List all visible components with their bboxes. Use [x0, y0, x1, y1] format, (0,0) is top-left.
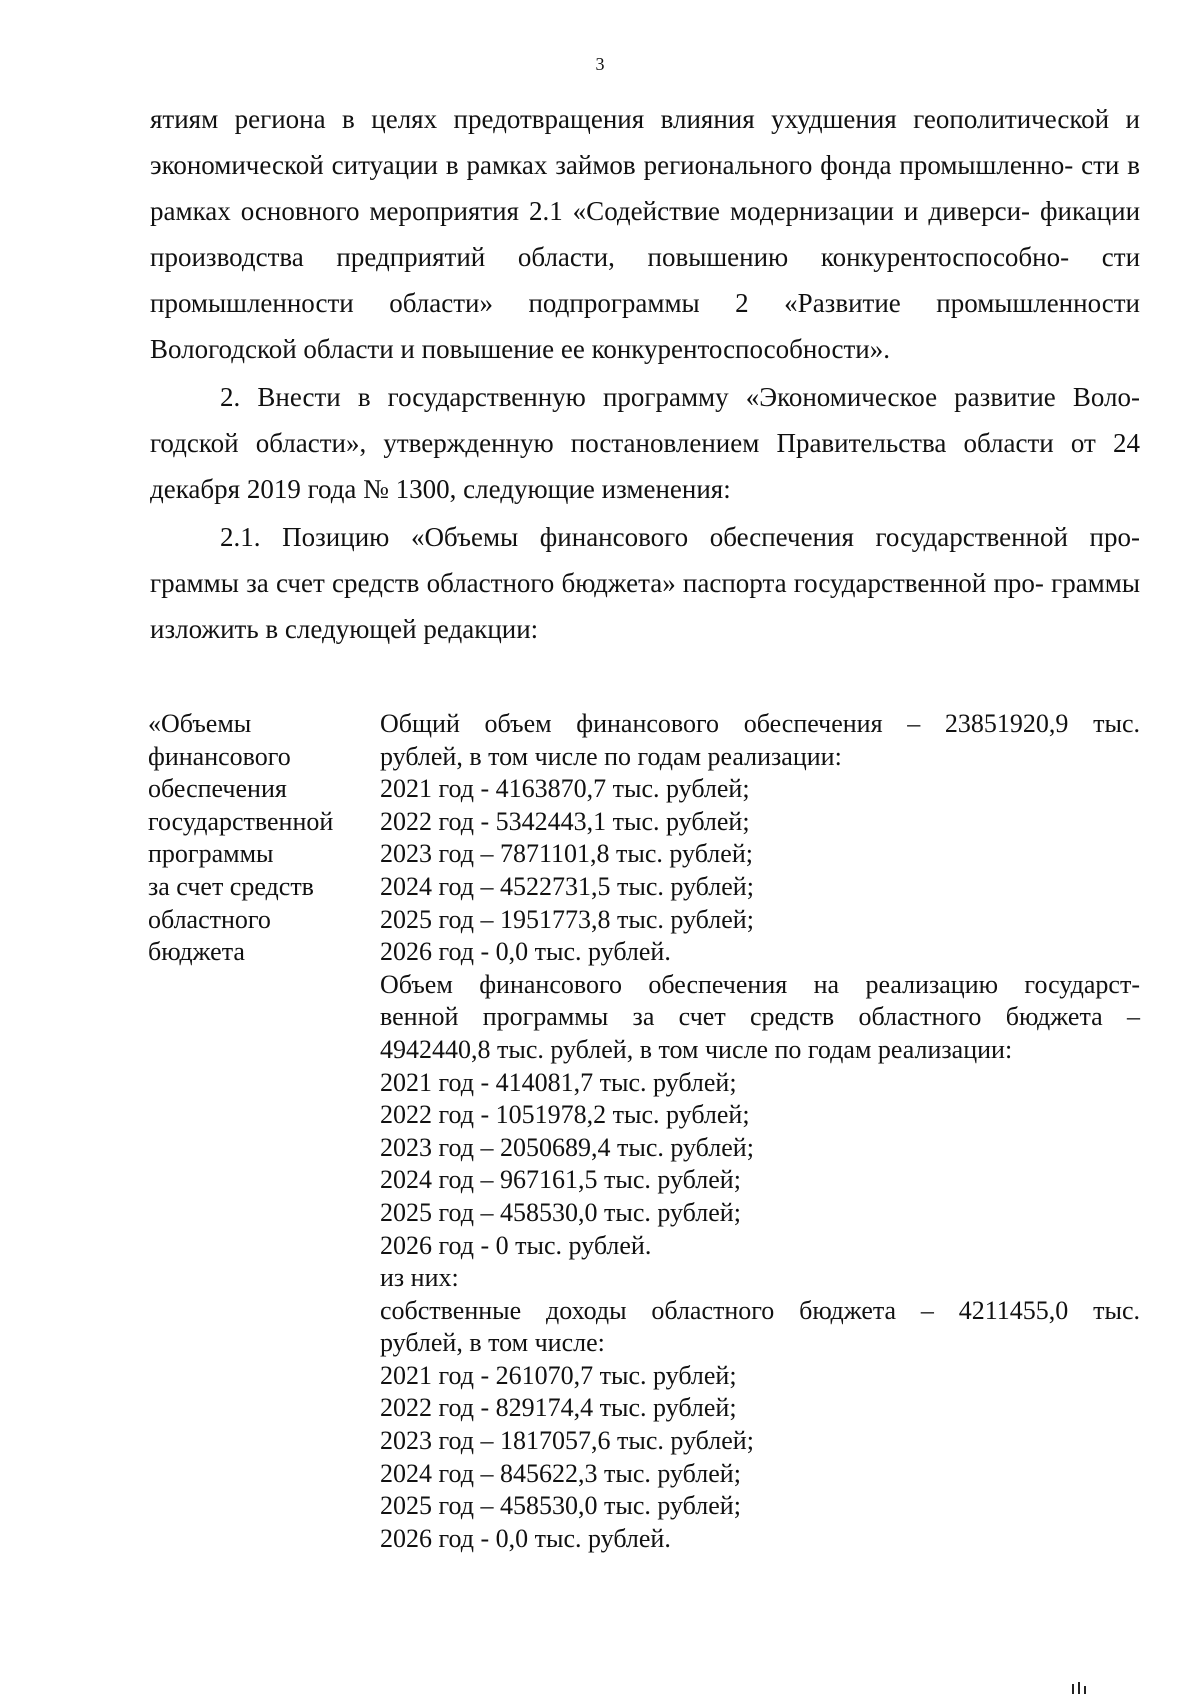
passport-content-line: 2023 год – 1817057,6 тыс. рублей; — [380, 1426, 754, 1456]
passport-content-line: 2021 год - 4163870,7 тыс. рублей; — [380, 774, 750, 804]
paragraph-line: годской области», утвержденную постановлением Правительства области от 24 — [150, 428, 1140, 458]
passport-content-line: 2024 год – 4522731,5 тыс. рублей; — [380, 871, 754, 901]
passport-content-line: 2022 год - 829174,4 тыс. рублей; — [380, 1393, 737, 1423]
paragraph — [150, 514, 1140, 652]
paragraph-line: граммы за счет средств областного бюджета» паспорта государственной про- — [150, 568, 1044, 598]
passport-content-column — [380, 708, 1140, 1555]
paragraph-line: декабря 2019 года № 1300, следующие изменения: — [150, 474, 731, 504]
passport-content-line: 2026 год - 0 тыс. рублей. — [380, 1230, 652, 1260]
passport-content-line: 2023 год – 7871101,8 тыс. рублей; — [380, 839, 753, 869]
paragraph — [150, 96, 1140, 372]
scan-mark — [1084, 1686, 1086, 1694]
passport-content-line: 4942440,8 тыс. рублей, в том числе по годам реализации: — [380, 1034, 1013, 1064]
paragraph-line: Вологодской области и повышение ее конкурентоспособности». — [150, 334, 890, 364]
passport-content-line: 2025 год – 1951773,8 тыс. рублей; — [380, 904, 754, 934]
passport-label-line: за счет средств — [148, 871, 314, 901]
passport-content-line: 2024 год – 845622,3 тыс. рублей; — [380, 1458, 741, 1488]
paragraph-line: граммы изложить в следующей редакции: — [150, 568, 1140, 644]
passport-content-line: 2023 год – 2050689,4 тыс. рублей; — [380, 1132, 754, 1162]
passport-content-line: 2022 год - 5342443,1 тыс. рублей; — [380, 806, 750, 836]
passport-content-line: Объем финансового обеспечения на реализацию государст- — [380, 969, 1140, 999]
passport-label-line: бюджета — [148, 937, 245, 967]
paragraph-line: сти промышленности области» подпрограммы 2 «Развитие промышленности — [150, 242, 1141, 318]
passport-content-line: 2025 год – 458530,0 тыс. рублей; — [380, 1491, 741, 1521]
passport-content-line: рублей, в том числе по годам реализации: — [380, 741, 842, 771]
body-text — [150, 96, 1140, 652]
passport-label-line: обеспечения — [148, 774, 287, 804]
passport-content-line: Общий объем финансового обеспечения – 23851920,9 тыс. — [380, 709, 1140, 738]
passport-label-line: областного — [148, 904, 271, 934]
passport-content-line: 2026 год - 0,0 тыс. рублей. — [380, 937, 671, 967]
passport-label-line: государственной — [148, 806, 334, 836]
paragraph-line: ятиям региона в целях предотвращения влияния ухудшения геополитической и — [150, 104, 1140, 134]
passport-content-line: 2022 год - 1051978,2 тыс. рублей; — [380, 1100, 750, 1130]
passport-label-line: программы — [148, 839, 274, 869]
passport-label-line: «Объемы — [148, 709, 252, 738]
scan-mark — [1072, 1684, 1074, 1694]
paragraph-line: экономической ситуации в рамках займов регионального фонда промышленно- — [150, 150, 1074, 180]
passport-content-line: 2026 год - 0,0 тыс. рублей. — [380, 1523, 671, 1553]
passport-label-line: финансового — [148, 741, 291, 771]
passport-content-line: 2024 год – 967161,5 тыс. рублей; — [380, 1165, 741, 1195]
passport-content-line: рублей, в том числе: — [380, 1328, 605, 1358]
paragraph-line: фикации производства предприятий области, повышению конкурентоспособно- — [150, 196, 1141, 272]
passport-content-line: венной программы за счет средств областного бюджета – — [380, 1002, 1140, 1032]
passport-content-line: 2025 год – 458530,0 тыс. рублей; — [380, 1197, 741, 1227]
passport-content-line: собственные доходы областного бюджета – 4211455,0 тыс. — [380, 1295, 1140, 1325]
paragraph — [150, 374, 1140, 512]
passport-content-line: 2021 год - 414081,7 тыс. рублей; — [380, 1067, 737, 1097]
passport-content-line: 2021 год - 261070,7 тыс. рублей; — [380, 1360, 737, 1390]
passport-label-column — [148, 708, 380, 1555]
paragraph-line: сти в рамках основного мероприятия 2.1 «Содействие модернизации и диверси- — [150, 150, 1141, 226]
paragraph-line: 2.1. Позицию «Объемы финансового обеспечения государственной про- — [220, 522, 1140, 552]
paragraph-line: 2. Внести в государственную программу «Экономическое развитие Воло- — [220, 382, 1140, 412]
page-number: 3 — [595, 54, 605, 74]
passport-content-line: из них: — [380, 1263, 459, 1293]
passport-table — [148, 708, 1140, 1555]
scan-mark — [1078, 1682, 1080, 1694]
